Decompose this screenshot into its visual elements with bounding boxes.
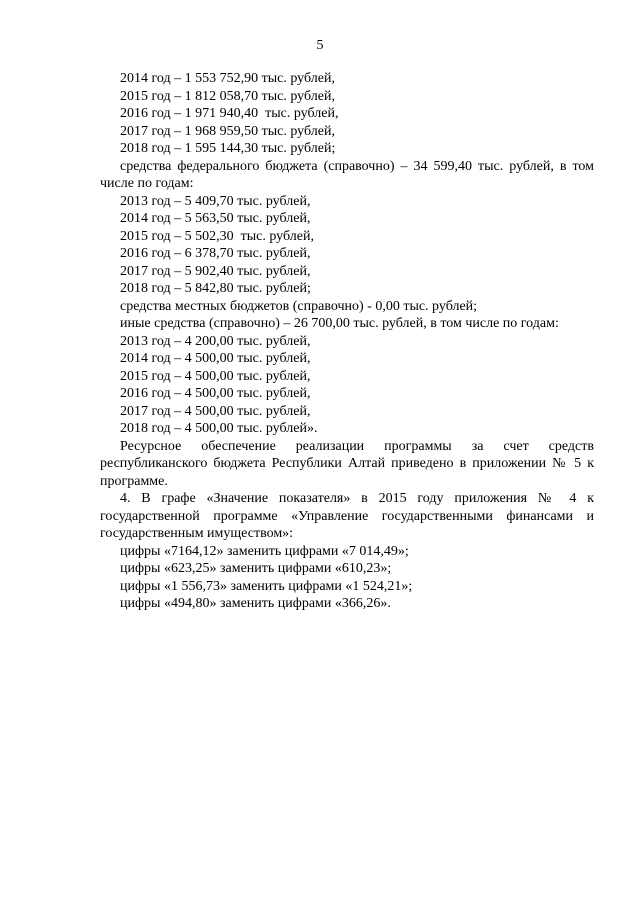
federal-line-2018: 2018 год – 5 842,80 тыс. рублей;	[120, 281, 311, 296]
other-line-2013: 2013 год – 4 200,00 тыс. рублей,	[120, 333, 311, 349]
funding-line-2017: 2017 год – 1 968 959,50 тыс. рублей,	[120, 123, 335, 139]
federal-line-2013: 2013 год – 5 409,70 тыс. рублей,	[120, 193, 311, 209]
replacement-line: цифры «7164,12» заменить цифрами «7 014,49»;	[120, 543, 409, 559]
replacement-line: цифры «494,80» заменить цифрами «366,26».	[120, 596, 391, 611]
other-line-2016: 2016 год – 4 500,00 тыс. рублей,	[120, 386, 311, 401]
funding-line-2014: 2014 год – 1 553 752,90 тыс. рублей,	[120, 71, 335, 86]
item-4-paragraph: 4. В графе «Значение показателя» в 2015 году приложения № 4 к государственной программе «Управление государственными финансами и государственным имуществом»:	[100, 491, 594, 541]
replacement-line: цифры «1 556,73» заменить цифрами «1 524,21»;	[120, 578, 413, 594]
federal-line-2014: 2014 год – 5 563,50 тыс. рублей,	[120, 211, 311, 226]
federal-line-2015: 2015 год – 5 502,30 тыс. рублей,	[120, 228, 314, 244]
funding-line-2018: 2018 год – 1 595 144,30 тыс. рублей;	[120, 141, 336, 156]
funding-line-2015: 2015 год – 1 812 058,70 тыс. рублей,	[120, 88, 335, 104]
federal-line-2016: 2016 год – 6 378,70 тыс. рублей,	[120, 246, 311, 261]
document-body	[100, 70, 594, 613]
other-line-2018: 2018 год – 4 500,00 тыс. рублей».	[120, 421, 318, 436]
funding-line-2016: 2016 год – 1 971 940,40 тыс. рублей,	[120, 106, 339, 121]
resource-paragraph: Ресурсное обеспечение реализации программы за счет средств республиканского бюджета Республики Алтай приведено в приложении № 5 к программе.	[100, 438, 594, 489]
page-number: 5	[316, 38, 324, 53]
federal-line-2017: 2017 год – 5 902,40 тыс. рублей,	[120, 263, 311, 279]
other-line-2014: 2014 год – 4 500,00 тыс. рублей,	[120, 351, 311, 366]
local-budget-line: средства местных бюджетов (справочно) - 0,00 тыс. рублей;	[120, 298, 478, 314]
other-line-2017: 2017 год – 4 500,00 тыс. рублей,	[120, 403, 311, 419]
federal-budget-paragraph: средства федерального бюджета (справочно) – 34 599,40 тыс. рублей, в том числе по годам:	[100, 158, 594, 191]
replacement-line: цифры «623,25» заменить цифрами «610,23»;	[120, 561, 392, 576]
other-funds-paragraph: иные средства (справочно) – 26 700,00 тыс. рублей, в том числе по годам:	[120, 316, 559, 331]
other-line-2015: 2015 год – 4 500,00 тыс. рублей,	[120, 368, 311, 384]
